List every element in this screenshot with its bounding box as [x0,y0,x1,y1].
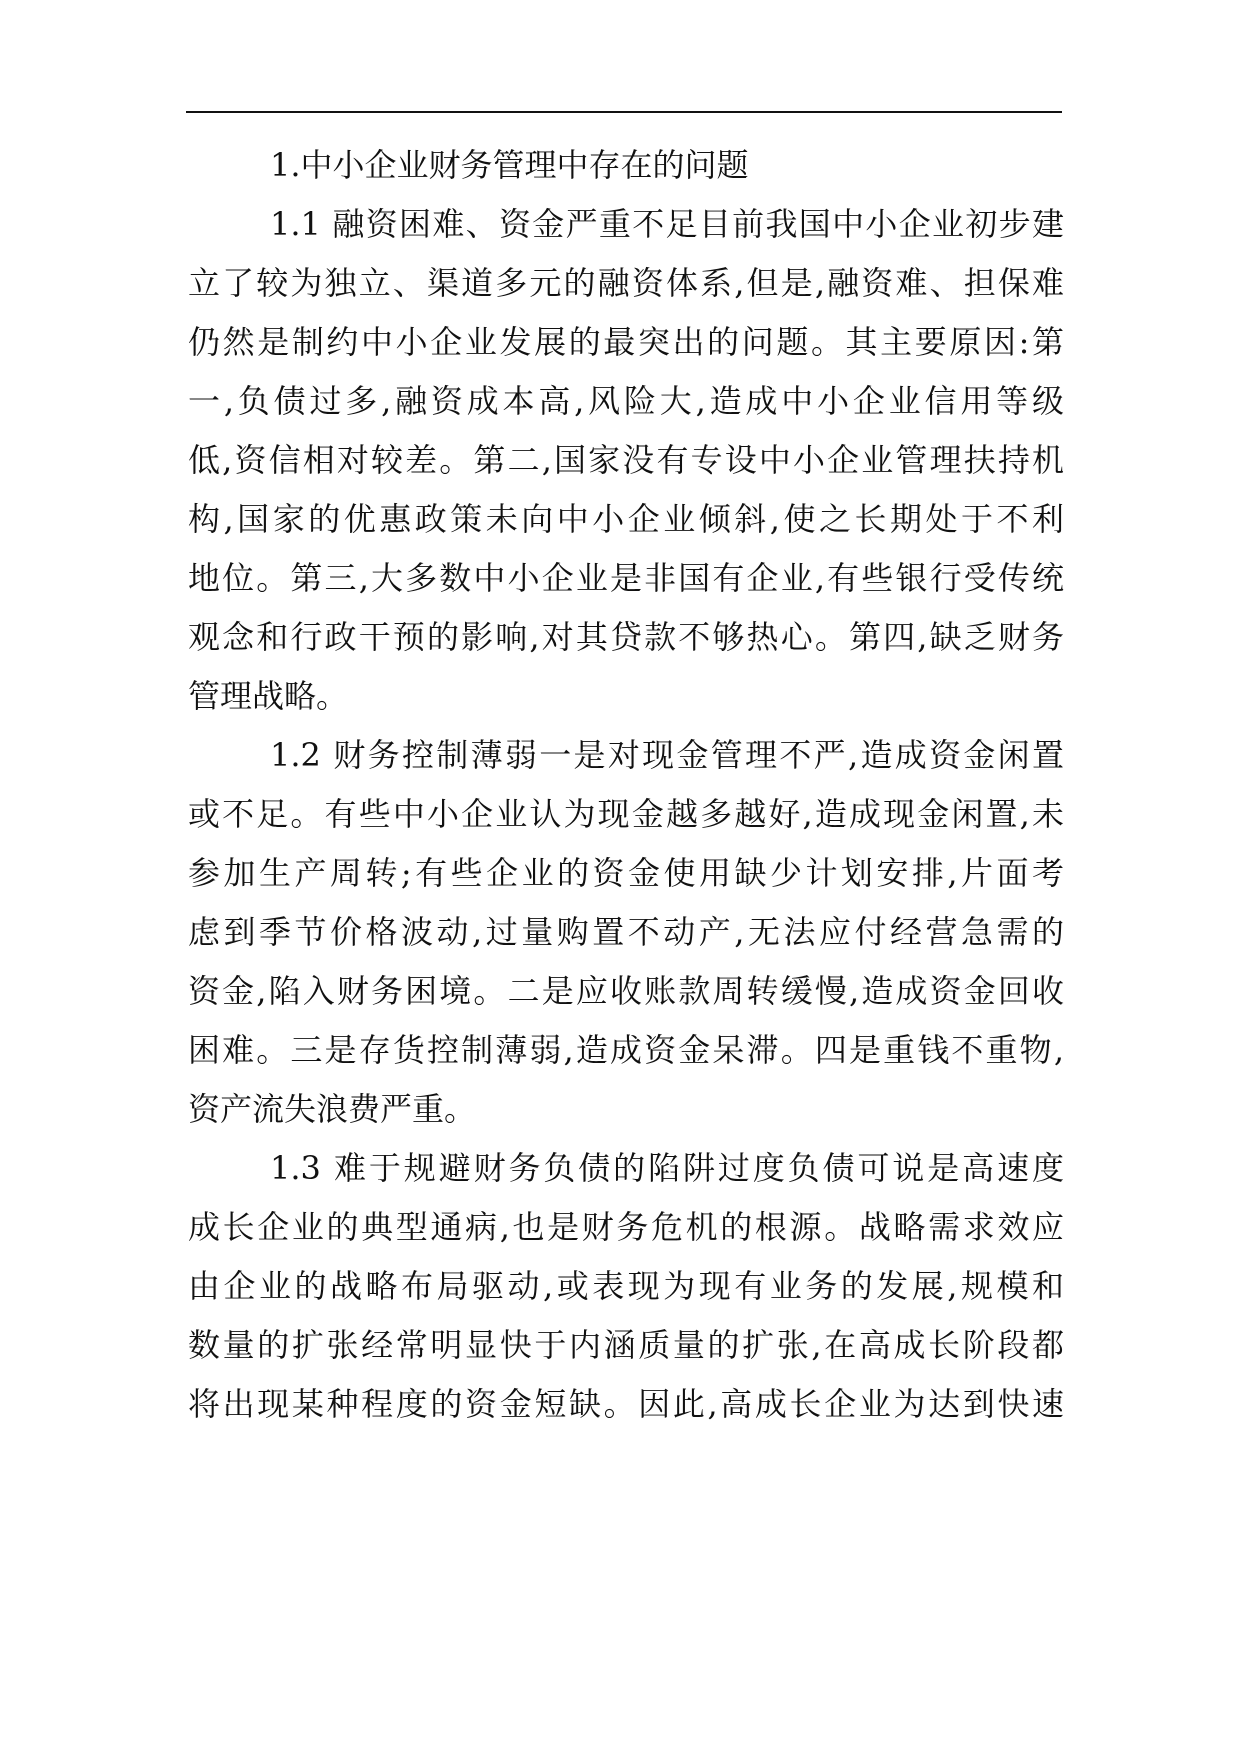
text-line: 1.3 难于规避财务负债的陷阱过度负债可说是高速度 [270,1149,1064,1187]
header-rule [186,111,1062,113]
text-line: 观念和行政干预的影响,对其贷款不够热心。第四,缺乏财务 [188,618,1064,656]
section-heading: 1.中小企业财务管理中存在的问题 [270,146,749,184]
text-line: 将出现某种程度的资金短缺。因此,高成长企业为达到快速 [188,1385,1064,1423]
text-line: 地位。第三,大多数中小企业是非国有企业,有些银行受传统 [188,559,1064,597]
text-line: 资产流失浪费严重。 [188,1090,477,1128]
text-line: 1.2 财务控制薄弱一是对现金管理不严,造成资金闲置 [270,736,1064,774]
text-line: 或不足。有些中小企业认为现金越多越好,造成现金闲置,未 [188,795,1064,833]
text-line: 由企业的战略布局驱动,或表现为现有业务的发展,规模和 [188,1267,1064,1305]
text-line: 成长企业的典型通病,也是财务危机的根源。战略需求效应 [188,1208,1064,1246]
text-line: 困难。三是存货控制薄弱,造成资金呆滞。四是重钱不重物, [188,1031,1064,1069]
text-line: 参加生产周转;有些企业的资金使用缺少计划安排,片面考 [188,854,1064,892]
text-line: 构,国家的优惠政策未向中小企业倾斜,使之长期处于不利 [188,500,1064,538]
text-line: 数量的扩张经常明显快于内涵质量的扩张,在高成长阶段都 [188,1326,1064,1364]
text-line: 立了较为独立、渠道多元的融资体系,但是,融资难、担保难 [188,264,1064,302]
text-line: 低,资信相对较差。第二,国家没有专设中小企业管理扶持机 [188,441,1064,479]
text-line: 仍然是制约中小企业发展的最突出的问题。其主要原因:第 [188,323,1064,361]
text-line: 虑到季节价格波动,过量购置不动产,无法应付经营急需的 [188,913,1064,951]
text-line: 1.1 融资困难、资金严重不足目前我国中小企业初步建 [270,205,1064,243]
text-line: 一,负债过多,融资成本高,风险大,造成中小企业信用等级 [188,382,1064,420]
text-line: 管理战略。 [188,677,349,715]
text-line: 资金,陷入财务困境。二是应收账款周转缓慢,造成资金回收 [188,972,1064,1010]
